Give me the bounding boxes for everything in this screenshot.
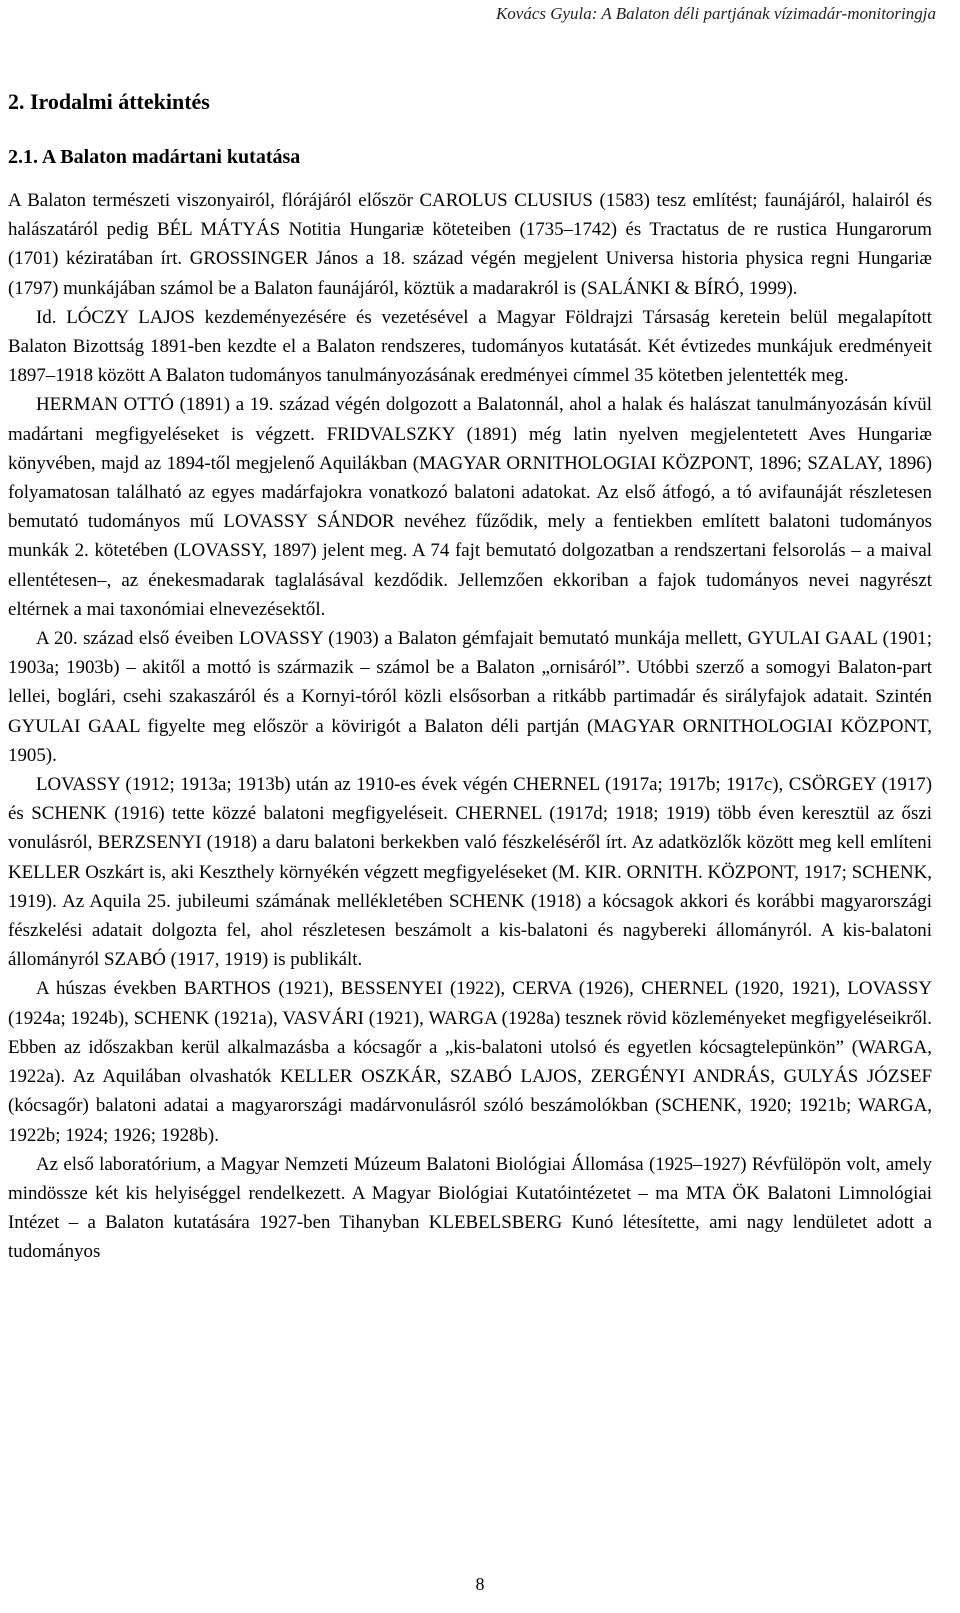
paragraph: A 20. század első éveiben LOVASSY (1903) a Balaton gémfajait bemutató munkája mellett, GYULAI GAAL (1901; 1903a; 1903b) – akitől a mottó is származik – számol be a Balaton „ornisáról”. Utóbbi szerző a somogyi Balaton-part lellei, boglári, csehi szakaszáról és a Kornyi-tóról közli elsősorban a ritkább partimadár és sirályfajok adatait. Szintén GYULAI GAAL figyelte meg először a kövirigót a Balaton déli partján (MAGYAR ORNITHOLOGIAI KÖZPONT, 1905). <box>8 628 932 766</box>
subsection-heading: 2.1. A Balaton madártani kutatása <box>8 146 301 168</box>
section-heading: 2. Irodalmi áttekintés <box>8 89 210 114</box>
running-header: Kovács Gyula: A Balaton déli partjának vízimadár-monitoringja <box>495 4 936 23</box>
paragraph: A Balaton természeti viszonyairól, flórájáról először CAROLUS CLUSIUS (1583) tesz említést; faunájáról, halairól és halászatáról pedig BÉL MÁTYÁS Notitia Hungariæ köteteiben (1735–1742) és Tractatus de re rustica Hungarorum (1701) kéziratában írt. GROSSINGER János a 18. század végén megjelent Universa historia physica regni Hungariæ (1797) munkájában számol be a Balaton faunájáról, köztük a madarakról is (SALÁNKI & BÍRÓ, 1999). <box>8 190 932 299</box>
paragraph: A húszas években BARTHOS (1921), BESSENYEI (1922), CERVA (1926), CHERNEL (1920, 1921), LOVASSY (1924a; 1924b), SCHENK (1921a), VASVÁRI (1921), WARGA (1928a) tesznek rövid közleményeket megfigyeléseikről. Ebben az időszakban kerül alkalmazásba a kócsagőr a „kis-balatoni utolsó és egyetlen kócsagtelepünkön” (WARGA, 1922a). Az Aquilában olvashatók KELLER OSZKÁR, SZABÓ LAJOS, ZERGÉNYI ANDRÁS, GULYÁS JÓZSEF (kócsagőr) balatoni adatai a magyarországi madárvonulásról szóló beszámolókban (SCHENK, 1920; 1921b; WARGA, 1922b; 1924; 1926; 1928b). <box>8 978 932 1146</box>
paragraph: Id. LÓCZY LAJOS kezdeményezésére és vezetésével a Magyar Földrajzi Társaság keretein belül megalapított Balaton Bizottság 1891-ben kezdte el a Balaton rendszeres, tudományos kutatását. Két évtizedes munkájuk eredményeit 1897–1918 között A Balaton tudományos tanulmányozásának eredményei címmel 35 kötetben jelentették meg. <box>8 306 932 387</box>
paragraph: LOVASSY (1912; 1913a; 1913b) után az 1910-es évek végén CHERNEL (1917a; 1917b; 1917c), CSÖRGEY (1917) és SCHENK (1916) tette közzé balatoni megfigyeléseit. CHERNEL (1917d; 1918; 1919) több éven keresztül az őszi vonulásról, BERZSENYI (1918) a daru balatoni berkekben való fészkeléséről írt. Az adatközlők között meg kell említeni KELLER Oszkárt is, aki Keszthely környékén végzett megfigyeléseket (M. KIR. ORNITH. KÖZPONT, 1917; SCHENK, 1919). Az Aquila 25. jubileumi számának mellékletében SCHENK (1918) a kócsagok akkori és korábbi magyarországi fészkelési adatait dolgozta fel, ahol részletesen beszámolt a kis-balatoni és nagybereki állományról. A kis-balatoni állományról SZABÓ (1917, 1919) is publikált. <box>8 774 932 971</box>
page-number: 8 <box>475 1574 485 1594</box>
document-body <box>8 88 932 1267</box>
paragraph: Az első laboratórium, a Magyar Nemzeti Múzeum Balatoni Biológiai Állomása (1925–1927) Révfülöpön volt, amely mindössze két kis helyiséggel rendelkezett. A Magyar Biológiai Kutatóintézetet – ma MTA ÖK Balatoni Limnológiai Intézet – a Balaton kutatására 1927-ben Tihanyban KLEBELSBERG Kunó létesítette, ami nagy lendületet adott a tudományos <box>8 1153 932 1263</box>
paragraph: HERMAN OTTÓ (1891) a 19. század végén dolgozott a Balatonnál, ahol a halak és halászat tanulmányozásán kívül madártani megfigyeléseket is végzett. FRIDVALSZKY (1891) még latin nyelven megjelentetett Aves Hungariæ könyvében, majd az 1894-től megjelenő Aquilákban (MAGYAR ORNITHOLOGIAI KÖZPONT, 1896; SZALAY, 1896) folyamatosan található az egyes madárfajokra vonatkozó balatoni adatokat. Az első átfogó, a tó avifaunáját részletesen bemutató tudományos mű LOVASSY SÁNDOR nevéhez fűződik, mely a fentiekben említett balatoni tudományos munkák 2. kötetében (LOVASSY, 1897) jelent meg. A 74 fajt bemutató dolgozatban a rendszertani felsorolás – a maival ellentétesen–, az énekesmadarak taglalásával kezdődik. Jellemzően ekkoriban a fajok tudományos nevei nagyrészt eltérnek a mai taxonómiai elnevezésektől. <box>8 394 932 620</box>
